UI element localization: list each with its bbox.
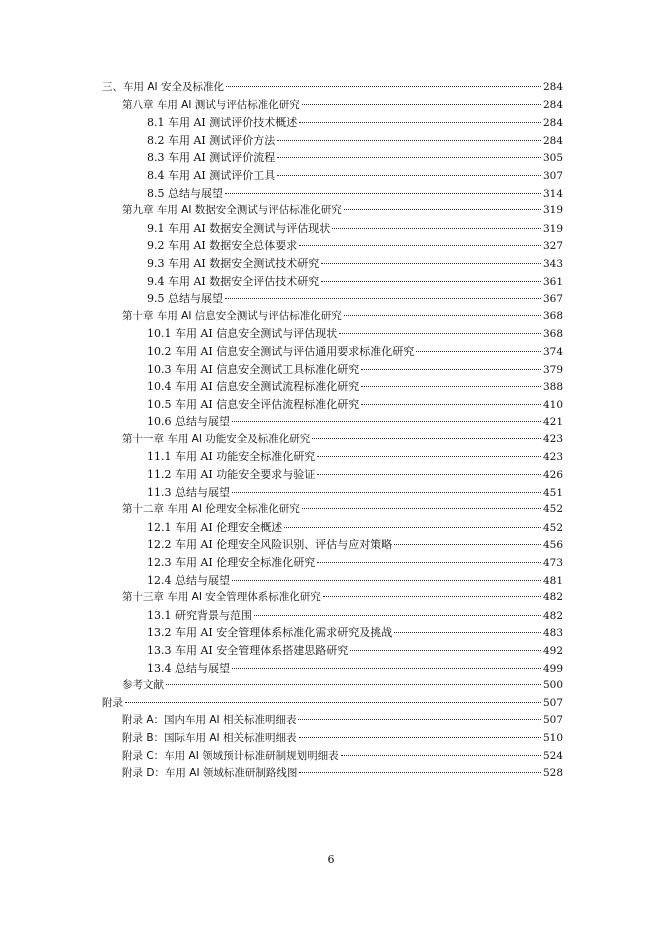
toc-entry-title: 13.2 车用 AI 安全管理体系标准化需求研究及挑战 xyxy=(147,626,393,640)
toc-entry-page: 319 xyxy=(542,222,563,235)
toc-entry-title: 9.3 车用 AI 数据安全测试技术研究 xyxy=(147,256,320,270)
toc-entry-title: 10.6 总结与展望 xyxy=(147,415,230,429)
toc-entry-page: 307 xyxy=(542,169,563,182)
toc-leader-dots xyxy=(225,193,541,194)
toc-entry-page: 507 xyxy=(542,714,563,727)
toc-entry[interactable] xyxy=(102,466,563,484)
toc-entry-title: 12.3 车用 AI 伦理安全标准化研究 xyxy=(147,556,316,570)
toc-entry-title: 12.1 车用 AI 伦理安全概述 xyxy=(147,520,283,534)
toc-entry-page: 284 xyxy=(542,117,563,130)
toc-leader-dots xyxy=(361,386,541,387)
toc-entry-title: 12.2 车用 AI 伦理安全风险识别、评估与应对策略 xyxy=(147,538,393,552)
toc-leader-dots xyxy=(277,157,541,158)
toc-entry[interactable] xyxy=(102,677,563,695)
toc-entry-page: 374 xyxy=(542,345,563,358)
toc-entry[interactable] xyxy=(102,536,563,554)
toc-entry[interactable] xyxy=(102,519,563,537)
toc-entry-title: 第九章 车用 AI 数据安全测试与评估标准化研究 xyxy=(122,204,342,217)
toc-entry[interactable] xyxy=(102,114,563,132)
toc-entry-page: 426 xyxy=(542,469,563,482)
page-number: 6 xyxy=(327,853,335,866)
toc-leader-dots xyxy=(394,632,541,633)
toc-entry[interactable] xyxy=(102,220,563,238)
toc-entry-title: 11.3 总结与展望 xyxy=(147,485,230,499)
toc-entry[interactable] xyxy=(102,308,563,326)
toc-entry-page: 423 xyxy=(542,432,563,445)
toc-leader-dots xyxy=(254,615,541,616)
toc-leader-dots xyxy=(312,438,541,439)
toc-entry-title: 9.2 车用 AI 数据安全总体要求 xyxy=(147,239,298,253)
toc-leader-dots xyxy=(361,369,541,370)
toc-entry[interactable] xyxy=(102,431,563,449)
toc-entry[interactable] xyxy=(102,448,563,466)
toc-entry[interactable] xyxy=(102,325,563,343)
toc-entry-title: 13.3 车用 AI 安全管理体系搭建思路研究 xyxy=(147,644,349,657)
toc-entry[interactable] xyxy=(102,149,563,167)
toc-entry-title: 附录 xyxy=(102,696,123,709)
toc-leader-dots xyxy=(302,104,541,105)
toc-leader-dots xyxy=(232,580,541,581)
toc-entry-title: 8.3 车用 AI 测试评价流程 xyxy=(147,151,276,165)
toc-leader-dots xyxy=(299,737,541,738)
toc-leader-dots xyxy=(339,333,541,334)
toc-leader-dots xyxy=(277,175,541,176)
toc-entry[interactable] xyxy=(102,554,563,572)
table-of-contents xyxy=(102,79,563,783)
toc-entry-page: 507 xyxy=(542,696,563,709)
toc-leader-dots xyxy=(226,86,541,87)
toc-entry-page: 500 xyxy=(542,679,563,692)
toc-leader-dots xyxy=(317,456,541,457)
toc-entry-page: 452 xyxy=(542,503,563,516)
toc-entry-page: 492 xyxy=(542,645,563,657)
toc-entry-title: 第十一章 车用 AI 功能安全及标准化研究 xyxy=(122,432,311,445)
toc-entry-title: 9.5 总结与展望 xyxy=(147,292,223,306)
toc-entry[interactable] xyxy=(102,712,563,730)
toc-entry-page: 379 xyxy=(542,363,563,376)
toc-entry-title: 11.1 车用 AI 功能安全标准化研究 xyxy=(147,450,316,464)
toc-entry[interactable] xyxy=(102,572,563,590)
toc-entry-page: 528 xyxy=(542,767,563,780)
toc-leader-dots xyxy=(317,474,541,475)
toc-entry-page: 284 xyxy=(542,134,563,147)
toc-entry[interactable] xyxy=(102,237,563,255)
toc-entry[interactable] xyxy=(102,255,563,273)
toc-entry-title: 10.4 车用 AI 信息安全测试流程标准化研究 xyxy=(147,380,360,394)
toc-entry[interactable] xyxy=(102,79,563,97)
toc-entry-title: 9.4 车用 AI 数据安全评估技术研究 xyxy=(147,274,320,288)
toc-entry[interactable] xyxy=(102,695,563,713)
toc-entry-page: 423 xyxy=(542,451,563,464)
toc-entry-page: 483 xyxy=(542,627,563,640)
toc-entry[interactable] xyxy=(102,97,563,115)
toc-entry-page: 343 xyxy=(542,257,563,270)
toc-leader-dots xyxy=(416,351,541,352)
toc-entry-page: 510 xyxy=(542,731,563,744)
toc-entry-title: 10.3 车用 AI 信息安全测试工具标准化研究 xyxy=(147,362,360,376)
toc-entry[interactable] xyxy=(102,589,563,607)
toc-leader-dots xyxy=(299,122,541,123)
toc-leader-dots xyxy=(284,527,541,528)
toc-entry-title: 参考文献 xyxy=(122,679,164,692)
toc-entry-title: 第十章 车用 AI 信息安全测试与评估标准化研究 xyxy=(122,309,342,322)
toc-leader-dots xyxy=(166,684,541,685)
toc-entry[interactable] xyxy=(102,501,563,519)
toc-entry[interactable] xyxy=(102,660,563,678)
toc-leader-dots xyxy=(321,281,541,282)
toc-leader-dots xyxy=(232,421,541,422)
toc-entry-title: 10.5 车用 AI 信息安全评估流程标准化研究 xyxy=(147,397,360,411)
toc-entry[interactable] xyxy=(102,361,563,379)
toc-entry-title: 8.2 车用 AI 测试评价方法 xyxy=(147,133,276,147)
toc-entry[interactable] xyxy=(102,290,563,308)
toc-entry-page: 524 xyxy=(542,749,563,762)
toc-entry[interactable] xyxy=(102,624,563,642)
toc-entry-page: 499 xyxy=(542,662,563,675)
toc-entry[interactable] xyxy=(102,765,563,783)
toc-entry-title: 附录 A：国内车用 AI 相关标准明细表 xyxy=(122,714,297,727)
toc-entry-page: 368 xyxy=(542,328,563,341)
toc-entry-page: 327 xyxy=(542,240,563,253)
toc-entry-page: 473 xyxy=(542,557,563,570)
toc-entry-title: 附录 B：国际车用 AI 相关标准明细表 xyxy=(122,731,297,744)
toc-entry-title: 附录 D：车用 AI 领域标准研制路线图 xyxy=(122,767,298,780)
toc-leader-dots xyxy=(299,245,541,246)
toc-entry-page: 368 xyxy=(542,309,563,322)
toc-leader-dots xyxy=(341,755,541,756)
toc-entry-page: 284 xyxy=(542,98,563,111)
toc-entry-page: 482 xyxy=(542,609,563,622)
toc-entry-page: 319 xyxy=(542,204,563,217)
toc-entry-title: 8.5 总结与展望 xyxy=(147,186,223,200)
toc-leader-dots xyxy=(361,404,541,405)
toc-leader-dots xyxy=(323,596,541,597)
toc-leader-dots xyxy=(344,315,541,316)
toc-entry-page: 410 xyxy=(542,398,563,411)
toc-entry-page: 367 xyxy=(542,293,563,306)
toc-entry-title: 8.1 车用 AI 测试评价技术概述 xyxy=(147,116,298,130)
toc-entry[interactable] xyxy=(102,343,563,361)
toc-entry[interactable] xyxy=(102,484,563,502)
toc-entry-page: 388 xyxy=(542,381,563,394)
toc-entry[interactable] xyxy=(102,202,563,220)
toc-entry-page: 482 xyxy=(542,591,563,604)
toc-leader-dots xyxy=(332,228,541,229)
toc-leader-dots xyxy=(125,702,541,703)
toc-leader-dots xyxy=(225,298,541,299)
toc-entry-page: 314 xyxy=(542,187,563,200)
toc-entry[interactable] xyxy=(102,378,563,396)
toc-entry-title: 10.1 车用 AI 信息安全测试与评估现状 xyxy=(147,327,338,341)
toc-leader-dots xyxy=(350,650,541,651)
toc-entry-title: 10.2 车用 AI 信息安全测试与评估通用要求标准化研究 xyxy=(147,344,415,358)
toc-entry-page: 284 xyxy=(542,81,563,93)
toc-entry-title: 第十三章 车用 AI 安全管理体系标准化研究 xyxy=(122,591,321,604)
toc-entry[interactable] xyxy=(102,748,563,766)
toc-leader-dots xyxy=(299,772,541,773)
toc-entry-title: 9.1 车用 AI 数据安全测试与评估现状 xyxy=(147,221,331,235)
toc-entry[interactable] xyxy=(102,396,563,414)
toc-leader-dots xyxy=(321,263,541,264)
toc-entry[interactable] xyxy=(102,730,563,748)
toc-entry[interactable] xyxy=(102,642,563,660)
toc-entry-page: 456 xyxy=(542,539,563,552)
toc-entry-page: 305 xyxy=(542,152,563,165)
toc-entry-title: 第十二章 车用 AI 伦理安全标准化研究 xyxy=(122,503,300,516)
toc-entry[interactable] xyxy=(102,185,563,203)
toc-entry-page: 481 xyxy=(542,574,563,587)
toc-entry[interactable] xyxy=(102,132,563,150)
toc-leader-dots xyxy=(302,508,541,509)
toc-leader-dots xyxy=(344,209,541,210)
toc-entry-title: 11.2 车用 AI 功能安全要求与验证 xyxy=(147,468,316,482)
toc-entry[interactable] xyxy=(102,413,563,431)
toc-entry-title: 8.4 车用 AI 测试评价工具 xyxy=(147,168,276,182)
toc-entry-page: 452 xyxy=(542,521,563,534)
toc-entry-title: 三、车用 AI 安全及标准化 xyxy=(102,81,224,93)
toc-leader-dots xyxy=(232,492,541,493)
toc-entry-title: 12.4 总结与展望 xyxy=(147,573,230,587)
toc-entry-page: 361 xyxy=(542,275,563,288)
toc-leader-dots xyxy=(298,719,540,720)
toc-leader-dots xyxy=(232,668,541,669)
toc-entry-title: 13.4 总结与展望 xyxy=(147,661,230,675)
toc-entry[interactable] xyxy=(102,273,563,291)
toc-entry-title: 第八章 车用 AI 测试与评估标准化研究 xyxy=(122,98,300,111)
toc-leader-dots xyxy=(277,140,541,141)
toc-entry-page: 421 xyxy=(542,416,563,429)
toc-entry-page: 451 xyxy=(542,486,563,499)
toc-leader-dots xyxy=(317,562,541,563)
toc-entry[interactable] xyxy=(102,167,563,185)
toc-entry[interactable] xyxy=(102,607,563,625)
toc-entry-title: 附录 C：车用 AI 领域预计标准研制规划明细表 xyxy=(122,749,339,762)
toc-entry-title: 13.1 研究背景与范围 xyxy=(147,608,252,622)
toc-leader-dots xyxy=(394,544,541,545)
